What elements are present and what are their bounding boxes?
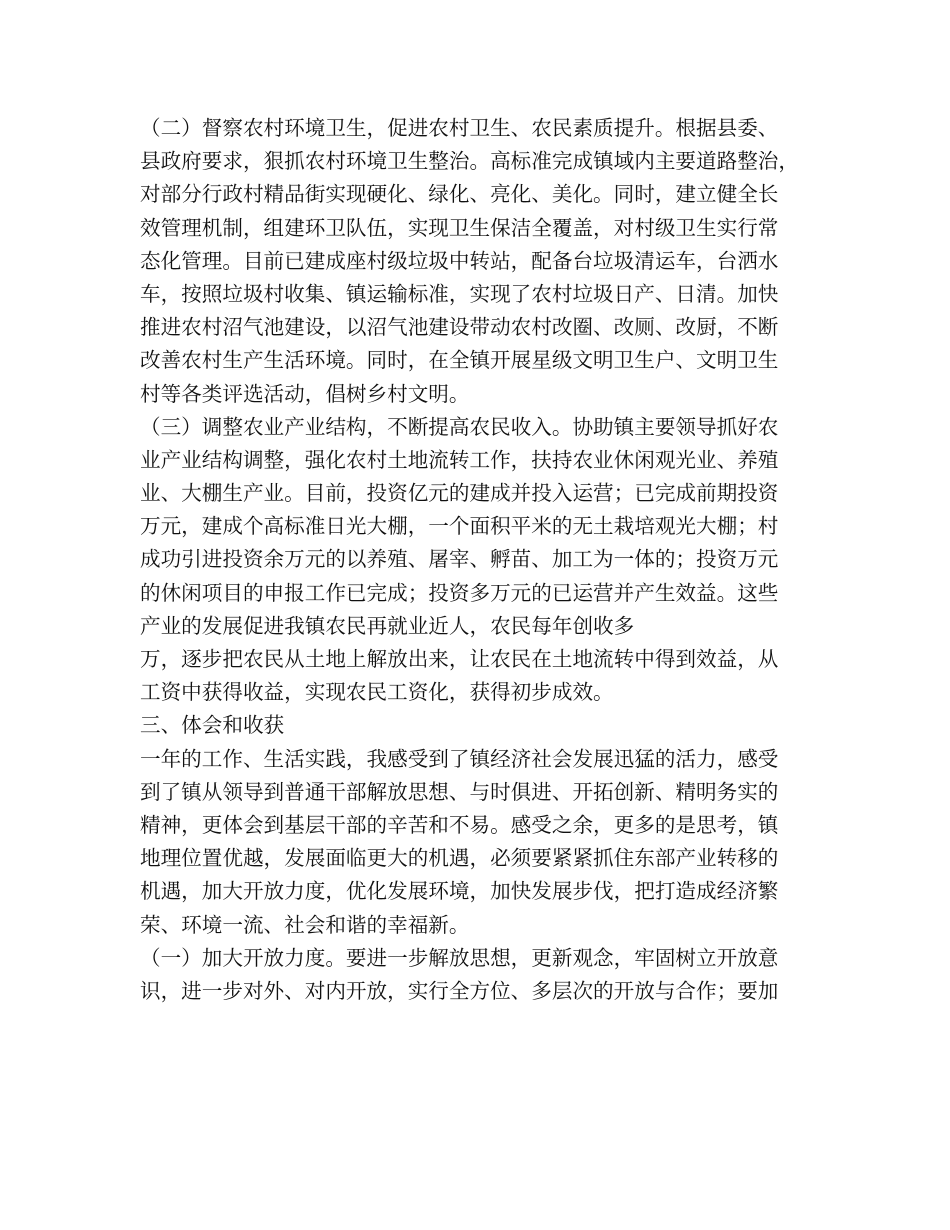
text-line: 态化管理。目前已建成座村级垃圾中转站，配备台垃圾清运车，台洒水: [140, 248, 779, 273]
text-line: （三）调整农业产业结构，不断提高农民收入。协助镇主要领导抓好农: [140, 414, 779, 439]
text-line: （二）督察农村环境卫生，促进农村卫生、农民素质提升。根据县委、: [140, 116, 779, 140]
text-line: 到了镇从领导到普通干部解放思想、与时俱进、开拓创新、精明务实的: [140, 779, 779, 804]
text-line: 荣、环境一流、社会和谐的幸福新。: [140, 912, 470, 937]
text-line: 改善农村生产生活环境。同时，在全镇开展星级文明卫生户、文明卫生: [140, 348, 779, 373]
text-line: 地理位置优越，发展面临更大的机遇，必须要紧紧抓住东部产业转移的: [140, 846, 779, 871]
document-body: [140, 112, 820, 1008]
text-line: 对部分行政村精品街实现硬化、绿化、亮化、美化。同时，建立健全长: [140, 182, 779, 207]
text-line: 万元，建成个高标准日光大棚，一个面积平米的无土栽培观光大棚；村: [140, 514, 779, 539]
text-line: 识，进一步对外、对内开放，实行全方位、多层次的开放与合作；要加: [140, 978, 779, 1003]
text-line: 一年的工作、生活实践，我感受到了镇经济社会发展迅猛的活力，感受: [140, 746, 779, 771]
text-line: 产业的发展促进我镇农民再就业近人，农民每年创收多: [140, 613, 635, 638]
text-line: 村等各类评选活动，倡树乡村文明。: [140, 381, 470, 406]
text-line: （一）加大开放力度。要进一步解放思想，更新观念，牢固树立开放意: [140, 945, 779, 970]
text-line: 车，按照垃圾村收集、镇运输标准，实现了农村垃圾日产、日清。加快: [140, 281, 779, 306]
text-line: 县政府要求，狠抓农村环境卫生整治。高标准完成镇域内主要道路整治，: [140, 149, 799, 174]
section-heading: 三、体会和收获: [140, 713, 285, 738]
text-line: 万，逐步把农民从土地上解放出来，让农民在土地流转中得到效益，从: [140, 647, 779, 671]
text-line: 推进农村沼气池建设，以沼气池建设带动农村改圈、改厕、改厨，不断: [140, 315, 779, 340]
text-line: 工资中获得收益，实现农民工资化，获得初步成效。: [140, 680, 614, 705]
text-line: 成功引进投资余万元的以养殖、屠宰、孵苗、加工为一体的；投资万元: [140, 547, 779, 572]
text-line: 业、大棚生产业。目前，投资亿元的建成并投入运营；已完成前期投资: [140, 481, 779, 506]
text-line: 效管理机制，组建环卫队伍，实现卫生保洁全覆盖，对村级卫生实行常: [140, 215, 779, 240]
text-line: 机遇，加大开放力度，优化发展环境，加快发展步伐，把打造成经济繁: [140, 879, 779, 904]
text-line: 精神，更体会到基层干部的辛苦和不易。感受之余，更多的是思考，镇: [140, 812, 779, 837]
text-line: 的休闲项目的申报工作已完成；投资多万元的已运营并产生效益。这些: [140, 580, 779, 605]
text-line: 业产业结构调整，强化农村土地流转工作，扶持农业休闲观光业、养殖: [140, 447, 779, 472]
